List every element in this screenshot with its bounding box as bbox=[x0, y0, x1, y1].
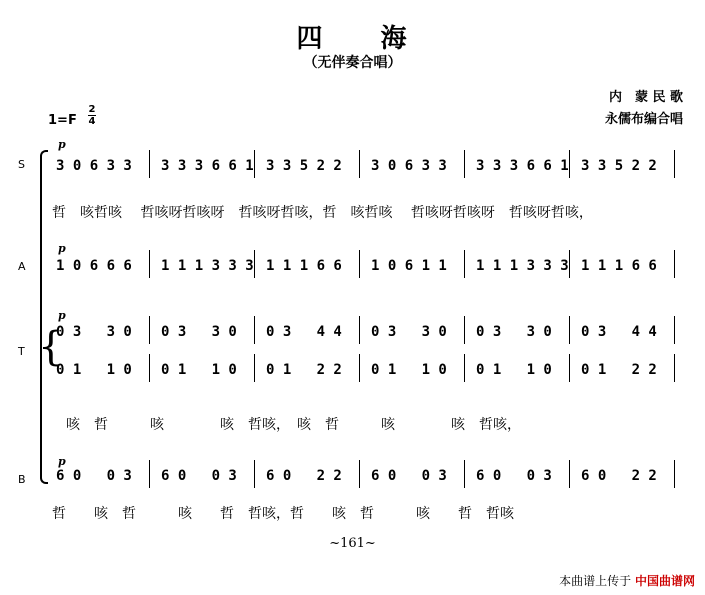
staff-soprano bbox=[52, 154, 682, 178]
barline bbox=[254, 460, 255, 488]
dynamic-soprano: p bbox=[58, 138, 66, 151]
voice-label-a: A bbox=[18, 260, 26, 273]
staff-alto bbox=[52, 254, 682, 278]
measure: 1 1 1 3 3 3 bbox=[476, 258, 569, 274]
time-bottom: 4 bbox=[88, 116, 96, 127]
barline bbox=[569, 354, 570, 382]
measure: 1 1 1 3 3 3 bbox=[161, 258, 254, 274]
barline bbox=[254, 316, 255, 344]
measure: 3 3 3 6 6 1 bbox=[161, 158, 254, 174]
barline bbox=[254, 250, 255, 278]
measure: 1 0 6 6 6 bbox=[56, 258, 132, 274]
footer-text: 本曲谱上传于 bbox=[559, 574, 632, 588]
measure: 3 0 6 3 3 bbox=[56, 158, 132, 174]
song-subtitle: （无伴奏合唱） bbox=[303, 55, 402, 71]
measure: 0 3 4 4 bbox=[581, 324, 657, 340]
barline bbox=[359, 250, 360, 278]
measure: 0 1 1 0 bbox=[161, 362, 237, 378]
measure: 0 1 2 2 bbox=[581, 362, 657, 378]
barline bbox=[149, 354, 150, 382]
measure: 3 3 5 2 2 bbox=[581, 158, 657, 174]
key-signature: 1=F bbox=[48, 113, 77, 128]
barline bbox=[674, 316, 675, 344]
barline bbox=[149, 150, 150, 178]
barline bbox=[674, 354, 675, 382]
barline bbox=[149, 250, 150, 278]
barline bbox=[569, 316, 570, 344]
lyrics-tenor: 咳 哲 咳 咳 哲咳， 咳 哲 咳 咳 哲咳， bbox=[66, 417, 521, 433]
staff-bass bbox=[52, 464, 682, 488]
measure: 1 1 1 6 6 bbox=[581, 258, 657, 274]
dynamic-tenor: p bbox=[58, 309, 66, 322]
staff-tenor-2 bbox=[52, 358, 682, 382]
measure: 0 1 1 0 bbox=[476, 362, 552, 378]
measure: 6 0 0 3 bbox=[56, 468, 132, 484]
system-bracket bbox=[40, 150, 48, 484]
barline bbox=[254, 354, 255, 382]
measure: 0 3 3 0 bbox=[56, 324, 132, 340]
dynamic-bass: p bbox=[58, 455, 66, 468]
measure: 0 3 4 4 bbox=[266, 324, 342, 340]
measure: 6 0 0 3 bbox=[371, 468, 447, 484]
tenor-brace: { bbox=[38, 324, 64, 370]
measure: 6 0 0 3 bbox=[476, 468, 552, 484]
barline bbox=[464, 250, 465, 278]
measure: 3 3 5 2 2 bbox=[266, 158, 342, 174]
time-signature bbox=[88, 104, 96, 127]
barline bbox=[674, 250, 675, 278]
measure: 6 0 2 2 bbox=[266, 468, 342, 484]
measure: 0 1 1 0 bbox=[371, 362, 447, 378]
barline bbox=[569, 250, 570, 278]
measure: 0 3 3 0 bbox=[161, 324, 237, 340]
barline bbox=[464, 316, 465, 344]
measure: 6 0 2 2 bbox=[581, 468, 657, 484]
measure: 0 1 1 0 bbox=[56, 362, 132, 378]
barline bbox=[149, 460, 150, 488]
barline bbox=[674, 150, 675, 178]
barline bbox=[359, 460, 360, 488]
measure: 3 3 3 6 6 1 bbox=[476, 158, 569, 174]
measure: 0 3 3 0 bbox=[371, 324, 447, 340]
song-title: 四 海 bbox=[296, 24, 409, 54]
voice-label-b: B bbox=[18, 473, 26, 486]
time-top: 2 bbox=[88, 104, 96, 115]
measure: 1 0 6 1 1 bbox=[371, 258, 447, 274]
barline bbox=[359, 316, 360, 344]
barline bbox=[149, 316, 150, 344]
measure: 0 1 2 2 bbox=[266, 362, 342, 378]
lyrics-bass: 哲 咳 哲 咳 哲 哲咳，哲 咳 哲 咳 哲 哲咳 bbox=[52, 506, 514, 522]
credit-arranger: 永儒布编合唱 bbox=[604, 112, 683, 127]
credit-origin: 内 蒙 民 歌 bbox=[608, 90, 683, 105]
voice-label-t: T bbox=[18, 345, 25, 358]
footer-credit bbox=[559, 572, 695, 589]
measure: 3 0 6 3 3 bbox=[371, 158, 447, 174]
footer-brand[interactable]: 中国曲谱网 bbox=[634, 574, 695, 588]
barline bbox=[359, 354, 360, 382]
barline bbox=[464, 150, 465, 178]
barline bbox=[569, 460, 570, 488]
barline bbox=[674, 460, 675, 488]
barline bbox=[359, 150, 360, 178]
measure: 0 3 3 0 bbox=[476, 324, 552, 340]
staff-tenor-1 bbox=[52, 320, 682, 344]
barline bbox=[464, 354, 465, 382]
page-number: ~161~ bbox=[329, 536, 376, 551]
dynamic-alto: p bbox=[58, 242, 66, 255]
measure: 1 1 1 6 6 bbox=[266, 258, 342, 274]
lyrics-soprano-alto: 哲 咳哲咳 哲咳呀哲咳呀 哲咳呀哲咳，哲 咳哲咳 哲咳呀哲咳呀 哲咳呀哲咳， bbox=[52, 205, 593, 221]
barline bbox=[254, 150, 255, 178]
measure: 6 0 0 3 bbox=[161, 468, 237, 484]
barline bbox=[464, 460, 465, 488]
barline bbox=[569, 150, 570, 178]
voice-label-s: S bbox=[18, 158, 25, 171]
